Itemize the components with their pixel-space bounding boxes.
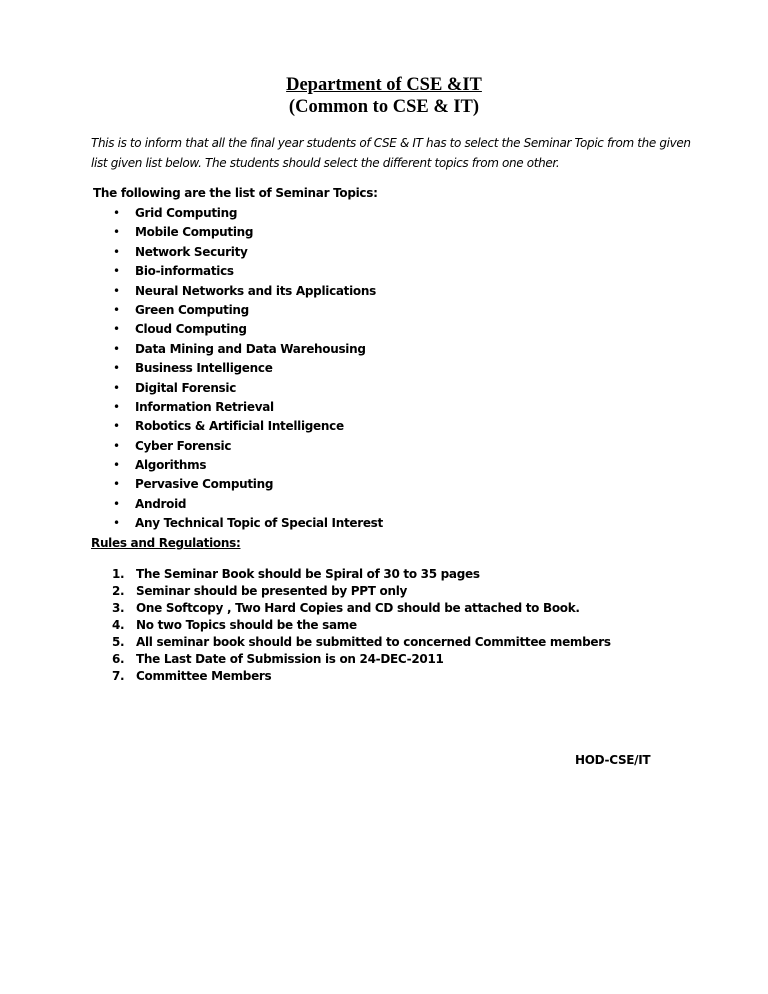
rule-number: 4. (112, 618, 125, 632)
rule-number: 7. (112, 669, 125, 683)
rule-text: All seminar book should be submitted to concerned Committee members (136, 635, 611, 649)
topic-item (110, 514, 383, 533)
bullet-icon: • (113, 477, 120, 492)
rule-text: Committee Members (136, 669, 272, 683)
bullet-icon: • (113, 496, 120, 511)
topic-item (110, 417, 383, 436)
rule-item (112, 583, 611, 600)
rule-item (112, 634, 611, 651)
bullet-icon: • (113, 283, 120, 298)
topic-label: Cyber Forensic (135, 438, 232, 453)
rule-item (112, 617, 611, 634)
rule-text: One Softcopy , Two Hard Copies and CD should be attached to Book. (136, 601, 580, 615)
rule-number: 2. (112, 584, 125, 598)
topic-label: Cloud Computing (135, 322, 247, 337)
topic-item (110, 204, 383, 223)
topic-label: Pervasive Computing (135, 477, 274, 492)
rules-list (112, 566, 611, 685)
topic-item (110, 301, 383, 320)
intro-paragraph: This is to inform that all the final year students of CSE & IT has to select the Seminar Topic from the given list given list below. The students should select the different topics from one other. (91, 136, 691, 170)
topic-label: Grid Computing (135, 206, 238, 220)
topic-item (110, 282, 383, 301)
rule-item (112, 600, 611, 617)
topic-item (110, 437, 383, 456)
topic-label: Neural Networks and its Applications (135, 283, 376, 298)
page-title: Department of CSE &IT (286, 75, 482, 95)
bullet-icon: • (113, 516, 120, 531)
signature: HOD-CSE/IT (575, 753, 651, 767)
topic-item (110, 475, 383, 494)
bullet-icon: • (113, 322, 120, 337)
topic-item (110, 262, 383, 281)
topic-item (110, 398, 383, 417)
topic-item (110, 223, 383, 242)
rule-text: No two Topics should be the same (136, 618, 357, 632)
topic-label: Mobile Computing (135, 225, 254, 240)
topic-label: Algorithms (135, 458, 207, 473)
document-header (0, 74, 768, 118)
topic-label: Bio-informatics (135, 264, 234, 279)
bullet-icon: • (113, 361, 120, 376)
topic-item (110, 320, 383, 339)
topic-item (110, 359, 383, 378)
bullet-icon: • (113, 458, 120, 473)
topic-item (110, 456, 383, 475)
bullet-icon: • (113, 302, 120, 317)
rule-text: Seminar should be presented by PPT only (136, 584, 408, 598)
topic-label: Green Computing (135, 302, 249, 317)
topic-label: Digital Forensic (135, 380, 237, 395)
rule-number: 1. (112, 567, 125, 581)
rule-number: 6. (112, 652, 125, 666)
topic-label: Information Retrieval (135, 399, 274, 414)
bullet-icon: • (113, 438, 120, 453)
page-subtitle: (Common to CSE & IT) (288, 97, 480, 117)
rules-heading: Rules and Regulations: (91, 536, 241, 550)
rule-item (112, 651, 611, 668)
topic-item (110, 495, 383, 514)
rule-number: 5. (112, 635, 125, 649)
bullet-icon: • (113, 399, 120, 414)
topic-label: Data Mining and Data Warehousing (135, 341, 366, 356)
topic-label: Network Security (135, 244, 248, 259)
topic-label: Business Intelligence (135, 361, 273, 376)
rule-item (112, 668, 611, 685)
topics-heading: The following are the list of Seminar Topics: (93, 186, 378, 200)
rule-number: 3. (112, 601, 125, 615)
bullet-icon: • (113, 419, 120, 434)
topics-list (110, 204, 383, 534)
bullet-icon: • (113, 341, 120, 356)
bullet-icon: • (113, 264, 120, 279)
rule-text: The Last Date of Submission is on 24-DEC-2011 (136, 652, 444, 666)
topic-label: Android (135, 496, 187, 511)
topic-label: Robotics & Artificial Intelligence (135, 419, 344, 434)
topic-item (110, 243, 383, 262)
rule-text: The Seminar Book should be Spiral of 30 to 35 pages (136, 567, 480, 581)
rule-item (112, 566, 611, 583)
topic-item (110, 379, 383, 398)
bullet-icon: • (113, 225, 120, 240)
bullet-icon: • (113, 206, 120, 220)
bullet-icon: • (113, 380, 120, 395)
topic-label: Any Technical Topic of Special Interest (135, 516, 383, 531)
bullet-icon: • (113, 244, 120, 259)
topic-item (110, 340, 383, 359)
